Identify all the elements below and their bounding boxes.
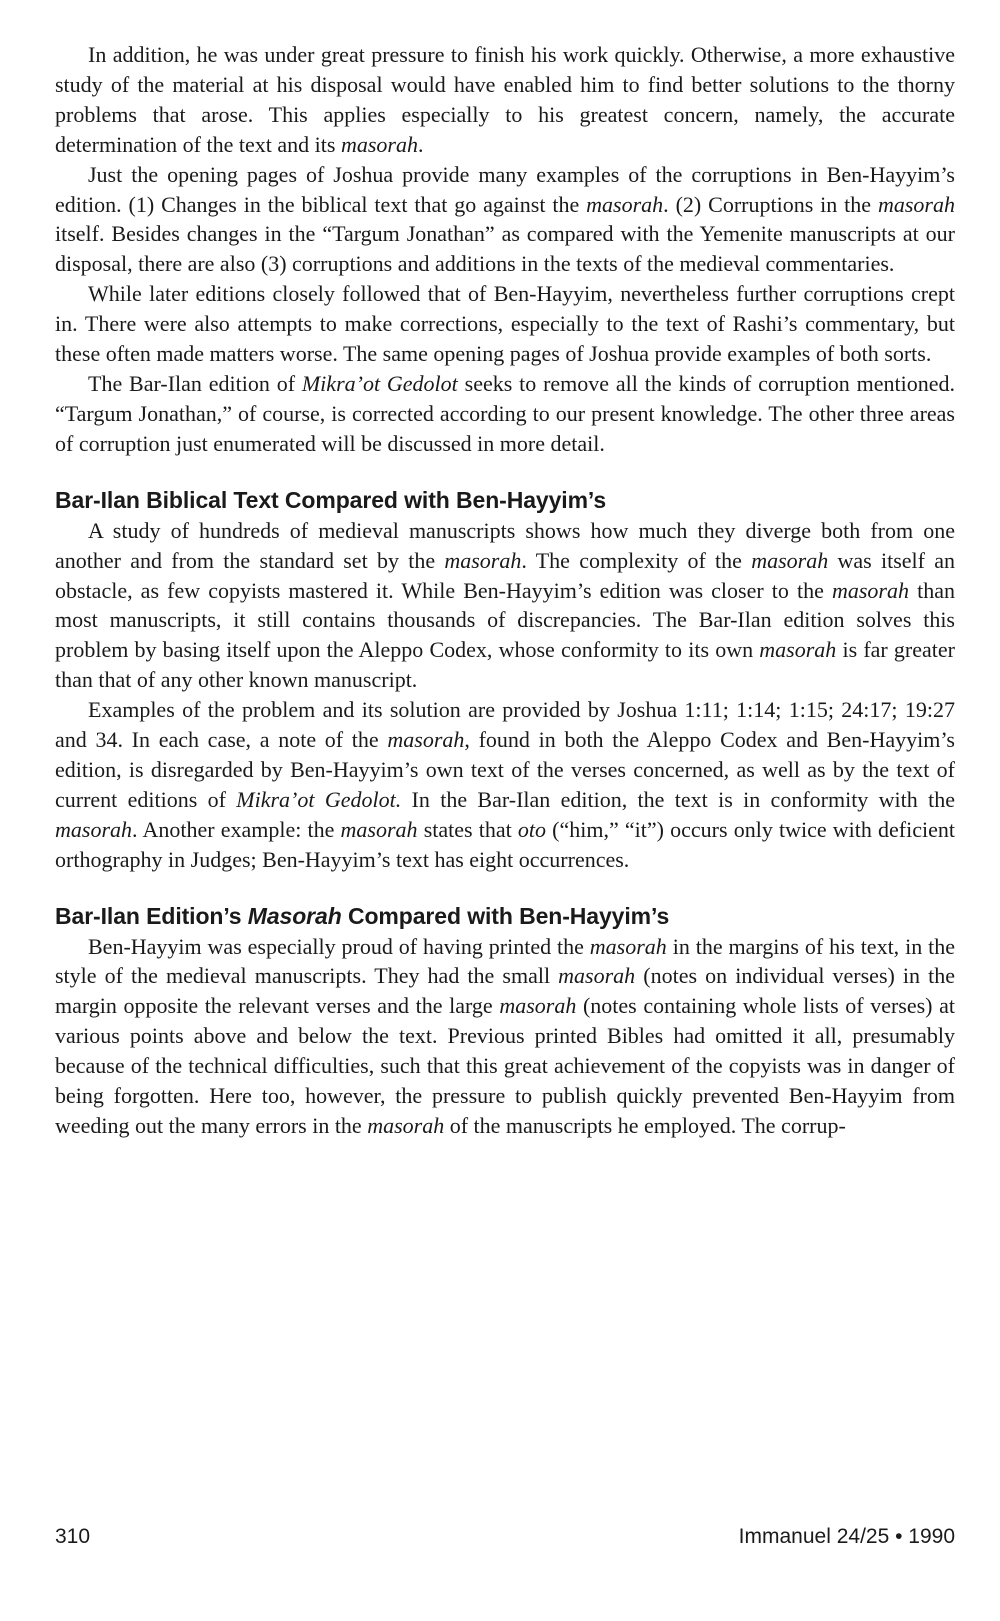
body-text <box>55 40 955 1141</box>
paragraph: Just the opening pages of Joshua provide many examples of the corruptions in Ben-Hayyim’s edition. (1) Changes in the biblical text that go against the masorah. (2) Corruptions in the masorah itself. Besides changes in the “Targum Jonathan” as compared with the Yemenite manuscripts at our disposal, there are also (3) corruptions and additions in the texts of the medieval commentaries. <box>55 161 955 277</box>
italic-term: masorah <box>589 933 667 959</box>
italic-term: masorah <box>55 816 133 842</box>
page-number: 310 <box>55 1525 91 1548</box>
paragraph: While later editions closely followed that of Ben-Hayyim, nevertheless further corruptions crept in. There were also attempts to make corrections, especially to the text of Rashi’s commentary, but these often made matters worse. The same opening pages of Joshua provide examples of both sorts. <box>55 281 955 367</box>
paragraph: The Bar-Ilan edition of Mikra’ot Gedolot seeks to remove all the kinds of corruption mentioned. “Targum Jonathan,” of course, is corrected according to our present knowledge. The other three areas of corruption just enumerated will be discussed in more detail. <box>55 370 955 456</box>
italic-term: masorah <box>367 1113 445 1138</box>
section-biblical-text <box>55 516 955 875</box>
paragraph: In addition, he was under great pressure to finish his work quickly. Otherwise, a more exhaustive study of the material at his disposal would have enabled him to find better solutions to the thorny problems that arose. This applies especially to his greatest concern, namely, the accurate determination of the text and its masorah. <box>55 42 955 157</box>
italic-term: masorah <box>558 963 636 989</box>
italic-term: Masorah <box>247 902 342 929</box>
italic-term: Mikra’ot Gedolot <box>301 370 458 396</box>
italic-term: oto <box>517 816 547 842</box>
italic-term: masorah <box>877 191 955 217</box>
journal-citation: Immanuel 24/25 • 1990 <box>738 1525 955 1548</box>
paragraph: Ben-Hayyim was especially proud of having printed the masorah in the margins of his text, in the style of the medieval manuscripts. They had the small masorah (notes on individual verses) in the margin opposite the relevant verses and the large masorah (notes containing whole lists of verses) at various points above and below the text. Previous printed Bibles had omitted it all, presumably because of the technical difficulties, such that this great achievement of the copyists was in danger of being forgotten. Here too, however, the pressure to publish quickly prevented Ben-Hayyim from weeding out the many errors in the masorah of the manuscripts he employed. The corrup- <box>55 933 956 1138</box>
italic-term: masorah <box>444 547 522 573</box>
italic-term: masorah <box>340 131 418 157</box>
section-masorah <box>55 932 955 1141</box>
italic-term: masorah <box>751 547 829 573</box>
italic-term: masorah <box>759 637 837 663</box>
italic-term: masorah <box>340 816 418 842</box>
page-footer <box>55 1525 955 1549</box>
italic-term: masorah <box>586 191 664 217</box>
italic-term: masorah <box>499 993 577 1019</box>
intro-section <box>55 40 955 459</box>
section-heading-masorah: Bar-Ilan Edition’s Masorah Compared with Ben-Hayyim’s <box>55 902 670 929</box>
paragraph: Examples of the problem and its solution are provided by Joshua 1:11; 1:14; 1:15; 24:17; 19:27 and 34. In each case, a note of the masorah, found in both the Aleppo Codex and Ben-Hayyim’s edition, is disregarded by Ben-Hayyim’s own text of the verses concerned, as well as by the text of current editions of Mikra’ot Gedolot. In the Bar-Ilan edition, the text is in conformity with the masorah. Another example: the masorah states that oto (“him,” “it”) occurs only twice with deficient orthography in Judges; Ben-Hayyim’s text has eight occurrences. <box>55 697 956 872</box>
italic-term: Mikra’ot Gedolot. <box>236 786 402 812</box>
section-heading-biblical-text: Bar-Ilan Biblical Text Compared with Ben-Hayyim’s <box>55 486 607 513</box>
italic-term: masorah <box>831 577 909 603</box>
paragraph: A study of hundreds of medieval manuscripts shows how much they diverge both from one another and from the standard set by the masorah. The complexity of the masorah was itself an obstacle, as few copyists mastered it. While Ben-Hayyim’s edition was closer to the masorah than most manuscripts, it still contains thousands of discrepancies. The Bar-Ilan edition solves this problem by basing itself upon the Aleppo Codex, whose conformity to its own masorah is far greater than that of any other known manuscript. <box>55 517 955 693</box>
italic-term: masorah <box>387 727 465 753</box>
